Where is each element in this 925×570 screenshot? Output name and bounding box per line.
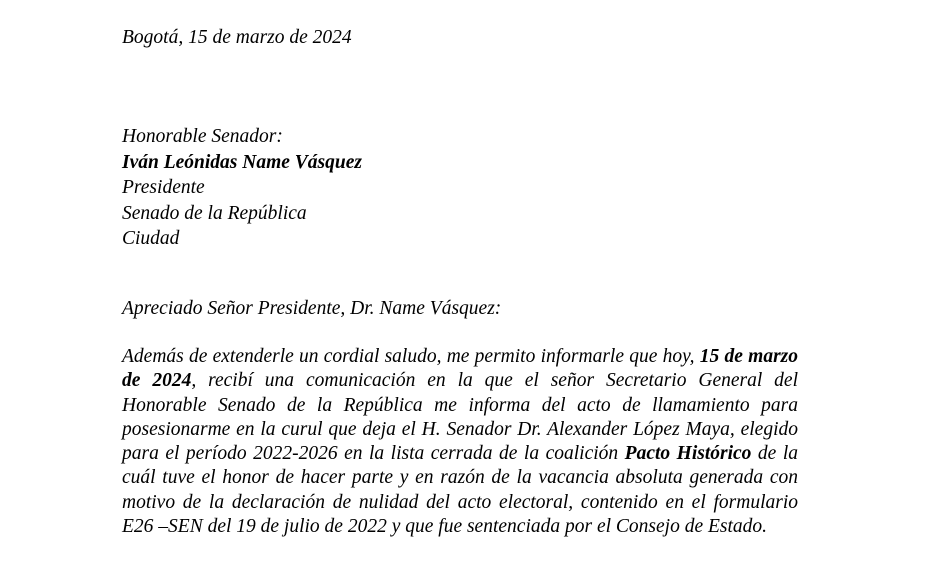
salutation: Apreciado Señor Presidente, Dr. Name Vásquez:: [122, 298, 502, 319]
body-text-part2: , recibí una comunicación en la que el señor Secretario General del Honorable Senado de la República me informa del acto de llamamiento para posesionarme en la curul que deja el H. Senador Dr. Alexander López Maya, elegido para el período 2022-2026 en la lista cerrada de la coalición: [122, 370, 798, 465]
body-paragraph: [122, 345, 798, 539]
addressee-city: Ciudad: [122, 228, 180, 249]
body-date-bold: 15 de marzo de 2024: [122, 346, 798, 392]
addressee-honorific: Honorable Senador:: [122, 126, 283, 147]
body-coalition-bold: Pacto Histórico: [624, 443, 752, 465]
body-text-part3: de la cuál tuve el honor de hacer parte y en razón de la vacancia absoluta generada con motivo de la declaración de nulidad del acto electoral, contenido en el formulario E26 –SEN del 19 de julio de 2022 y que fue sentenciada por el Consejo de Estado.: [122, 443, 798, 538]
addressee-institution: Senado de la República: [122, 202, 307, 224]
date-line: Bogotá, 15 de marzo de 2024: [122, 27, 352, 48]
body-text-part1: Además de extenderle un cordial saludo, me permito informarle que hoy,: [122, 346, 700, 367]
addressee-name: Iván Leónidas Name Vásquez: [122, 151, 362, 173]
addressee-block: [122, 124, 362, 252]
addressee-title: Presidente: [122, 177, 205, 198]
